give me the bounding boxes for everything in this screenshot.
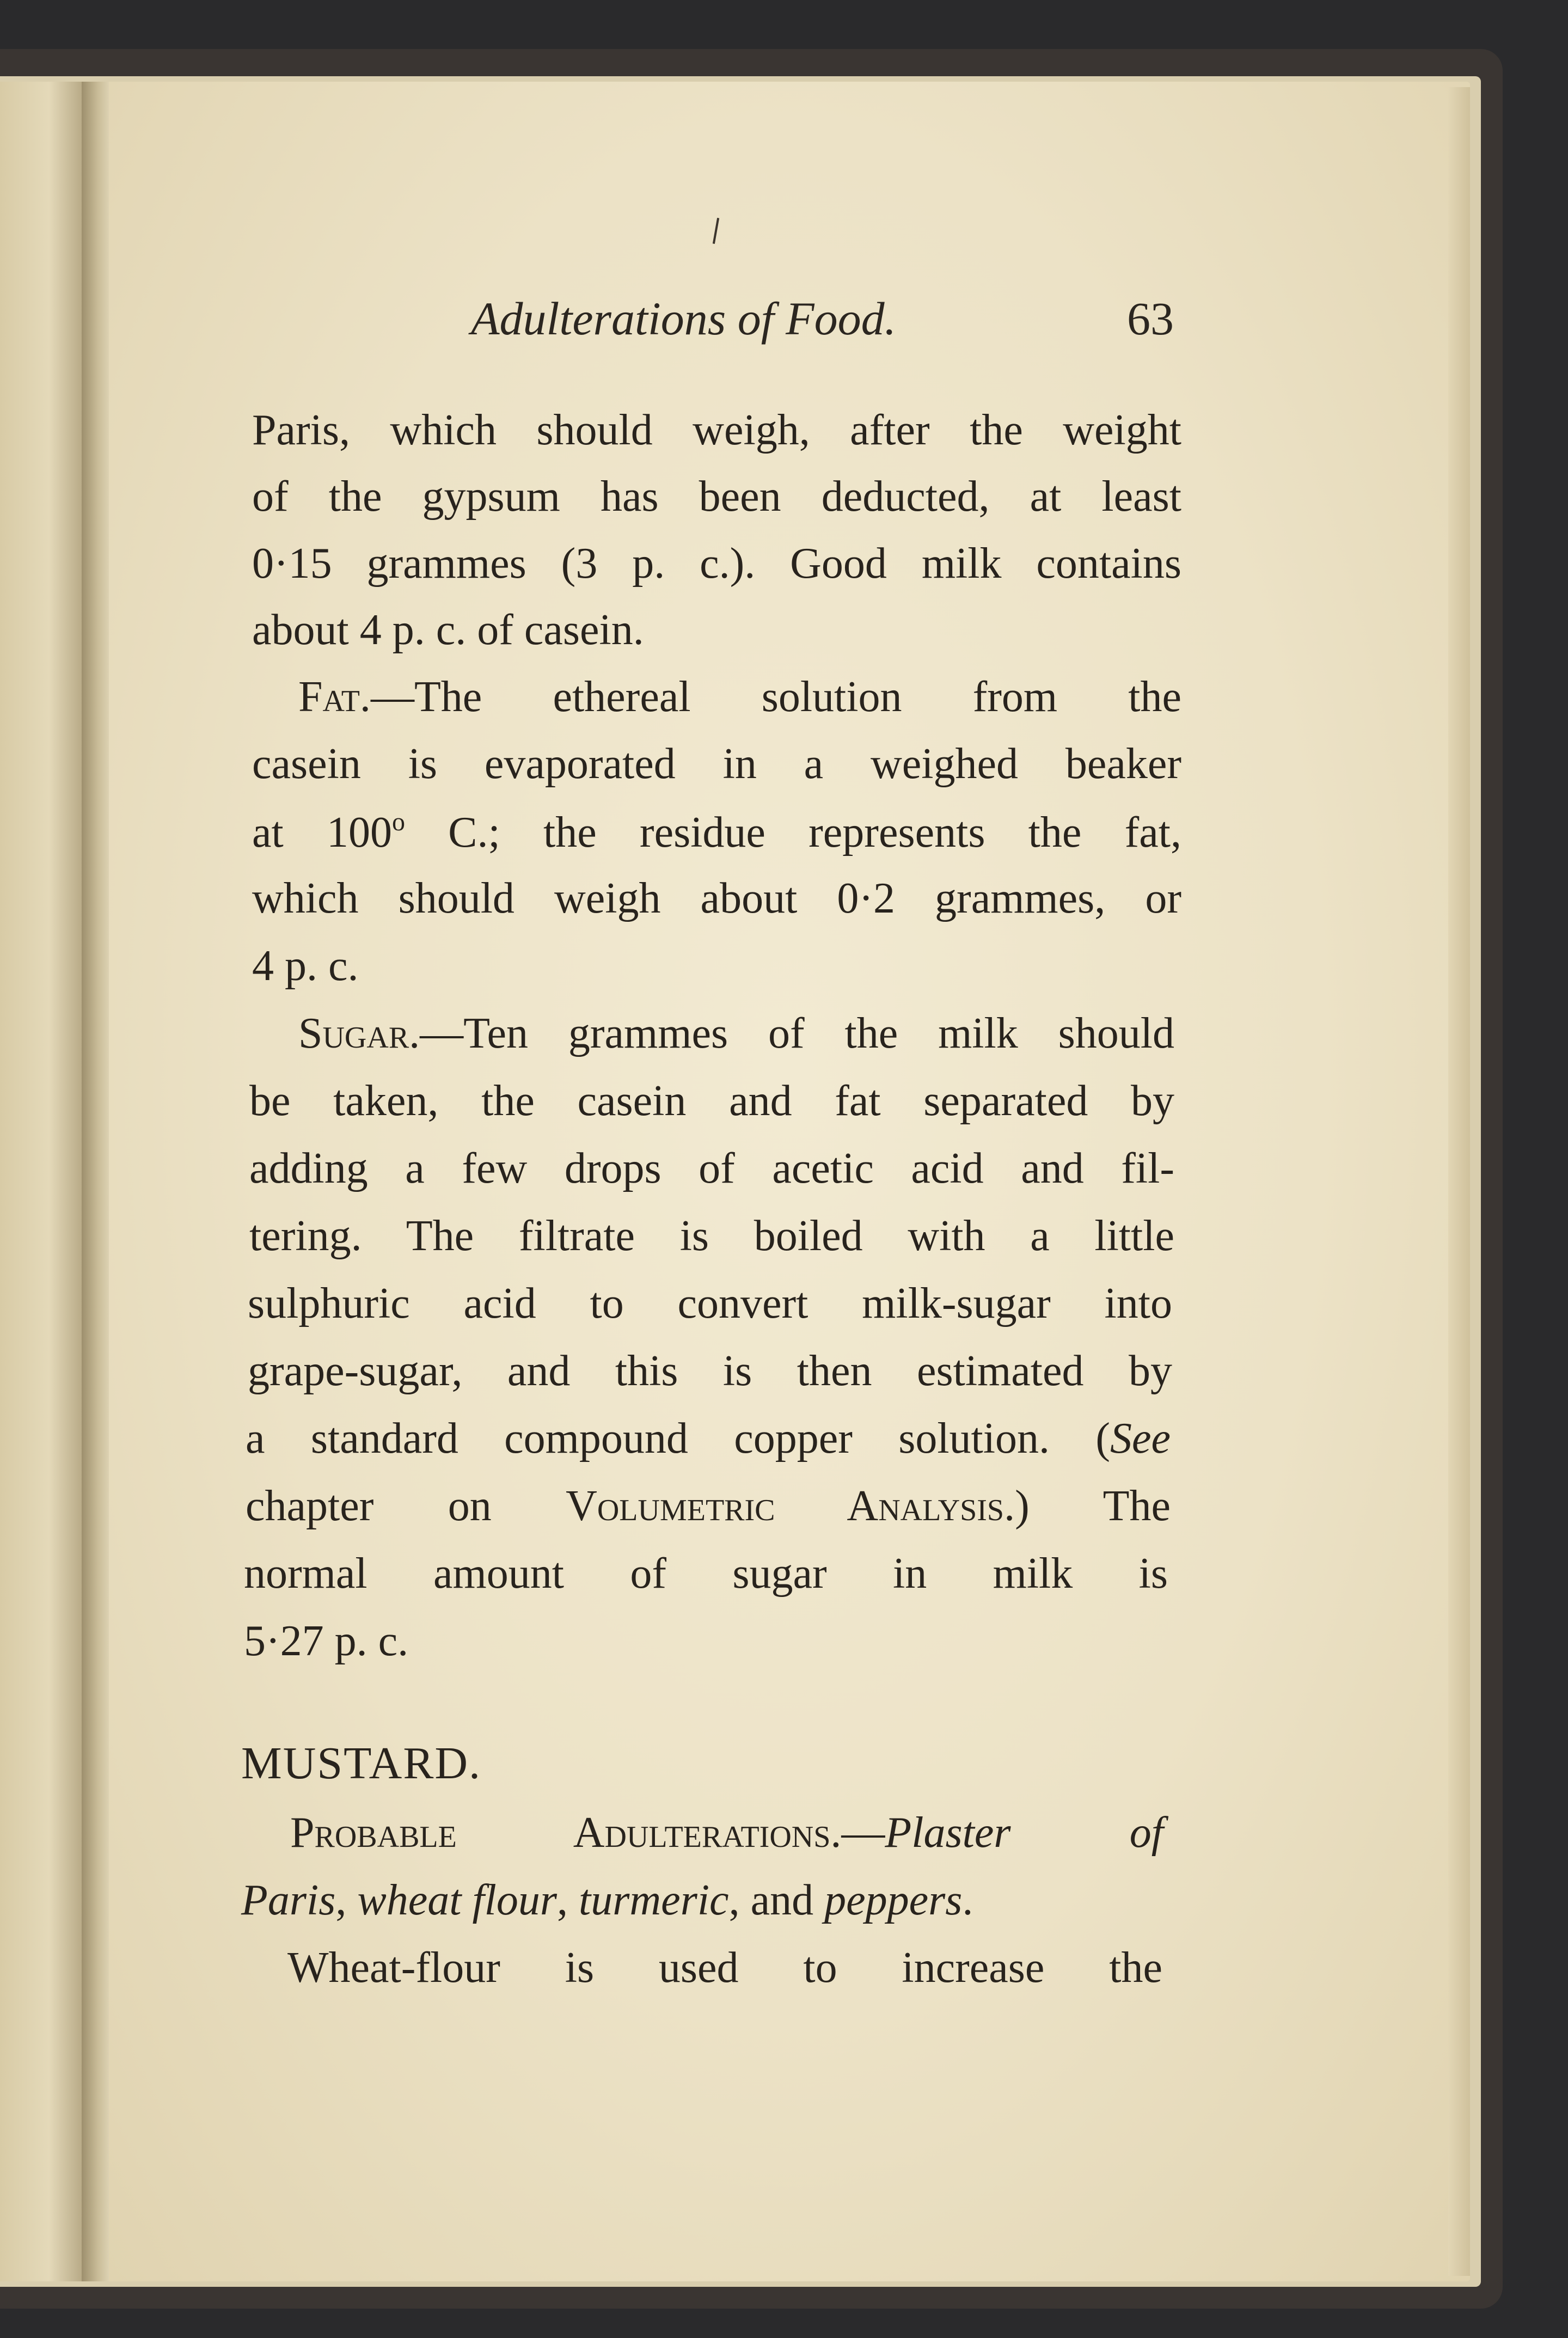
text-line: Paris, wheat flour, turmeric, and peppers. bbox=[241, 1876, 973, 1924]
text-line: casein is evaporated in a weighed beaker bbox=[252, 740, 1181, 788]
running-title: Adulterations of Food. bbox=[471, 292, 897, 345]
text-line: Probable Adulterations.—Plaster of bbox=[290, 1809, 1163, 1857]
text-line: Sugar.—Ten grammes of the milk should bbox=[298, 1009, 1174, 1057]
text-line: normal amount of sugar in milk is bbox=[244, 1550, 1168, 1598]
text-line: grape-sugar, and this is then estimated by bbox=[248, 1347, 1172, 1395]
text-line: tering. The filtrate is boiled with a little bbox=[249, 1212, 1174, 1260]
text-line: be taken, the casein and fat separated by bbox=[249, 1077, 1174, 1125]
text-line: 5·27 p. c. bbox=[244, 1617, 409, 1665]
text-line: Fat.—The ethereal solution from the bbox=[298, 673, 1181, 721]
text-line: about 4 p. c. of casein. bbox=[252, 606, 644, 654]
running-head bbox=[0, 291, 1568, 351]
left-page-edge bbox=[0, 82, 82, 2281]
text-line: sulphuric acid to convert milk-sugar into bbox=[248, 1280, 1172, 1327]
text-line: Wheat-flour is used to increase the bbox=[287, 1944, 1162, 1992]
page-number: 63 bbox=[1127, 292, 1174, 345]
text-line: Paris, which should weigh, after the weight bbox=[252, 406, 1181, 454]
page-fore-edge bbox=[1448, 87, 1470, 2276]
text-line: at 100$^o$ C.; the residue represents the fat, bbox=[252, 807, 1181, 856]
degree-sign: o bbox=[391, 807, 405, 836]
text-line: which should weigh about 0·2 grammes, or bbox=[252, 874, 1181, 922]
text-line: 0·15 grammes (3 p. c.). Good milk contains bbox=[252, 540, 1181, 587]
text-line: 4 p. c. bbox=[252, 942, 359, 990]
section-heading: MUSTARD. bbox=[241, 1738, 482, 1789]
text-line: of the gypsum has been deducted, at least bbox=[252, 473, 1181, 521]
paragraph-label: Sugar. bbox=[298, 1009, 420, 1057]
text-line: chapter on Volumetric Analysis.) The bbox=[246, 1482, 1171, 1530]
text-line: adding a few drops of acetic acid and fil- bbox=[249, 1144, 1174, 1192]
paragraph-label: Fat. bbox=[298, 673, 371, 721]
text-line: a standard compound copper solution. (See bbox=[246, 1415, 1171, 1462]
paragraph-label: Probable Adulterations. bbox=[290, 1809, 842, 1857]
